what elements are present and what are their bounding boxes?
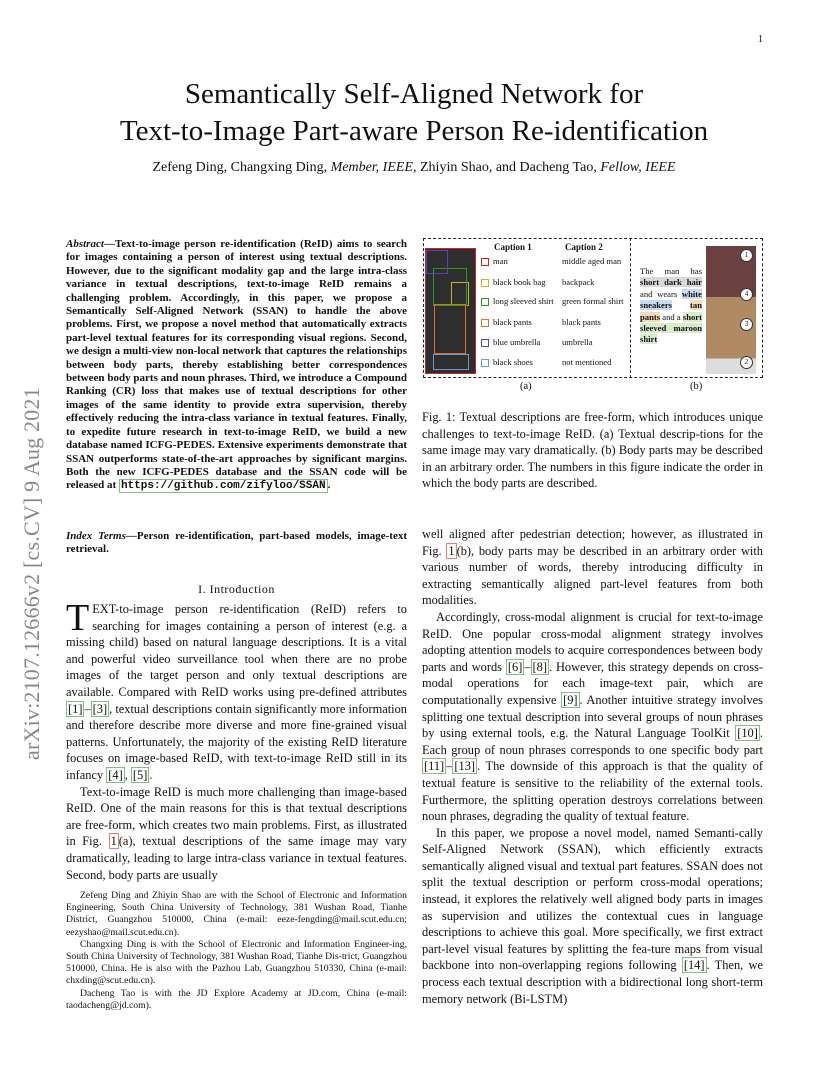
caption-1-phrase: black book bag bbox=[493, 277, 546, 287]
author-role-1: Member, IEEE, bbox=[330, 160, 417, 175]
desc-highlight-sneakers: white sneakers bbox=[640, 288, 702, 311]
person-image-b bbox=[706, 246, 756, 374]
index-terms bbox=[66, 530, 407, 557]
color-square-icon bbox=[481, 319, 489, 327]
citation[interactable]: [3] bbox=[92, 701, 108, 716]
abstract-label: Abstract bbox=[66, 238, 104, 250]
caption-2-phrase: umbrella bbox=[562, 337, 593, 347]
caption-1-phrase: man bbox=[493, 256, 508, 266]
intro-paragraph-1 bbox=[66, 597, 407, 784]
page-number: 1 bbox=[758, 34, 763, 45]
description-b bbox=[640, 266, 702, 346]
title-line-1: Semantically Self-Aligned Network for bbox=[184, 78, 644, 110]
citation[interactable]: [13] bbox=[454, 759, 476, 774]
col-header-caption-2: Caption 2 bbox=[565, 242, 603, 252]
right-p2-e: . The downside of this approach is that the quality of textual feature is sensitive to the reliability of the external tools. Furthermore, the splitting operation destroys correlations between noun phrases, degrading the quality of textual feature. bbox=[422, 759, 763, 824]
right-p2-d: . Each group of noun phrases corresponds to one specific body part bbox=[422, 726, 763, 757]
caption-1-phrase: black shoes bbox=[493, 357, 533, 367]
right-p2-b: . However, this strategy depends on cross-modal operations for each image-text pair, which are computationally expensive bbox=[422, 659, 764, 707]
author-role-2: Fellow, IEEE bbox=[600, 160, 676, 175]
citation[interactable]: [9] bbox=[563, 692, 578, 707]
right-p1-a: well aligned after pedestrian detection; however, as illustrated in Fig. bbox=[422, 527, 763, 558]
paper-title bbox=[0, 76, 828, 150]
person-image-a bbox=[425, 248, 476, 374]
caption-2-phrase: backpack bbox=[562, 277, 595, 287]
intro-text bbox=[66, 597, 407, 883]
citation[interactable]: [10] bbox=[737, 726, 758, 741]
right-p2-a: Accordingly, cross-modal alignment is crucial for text-to-image ReID. One popular cross-modal alignment strategy involves adopting attention models to acquire correspondences between body parts and words bbox=[422, 609, 763, 674]
phrase-row bbox=[481, 277, 631, 287]
caption-2-phrase: black pants bbox=[562, 317, 601, 327]
phrase-row bbox=[481, 296, 631, 306]
desc-highlight-hair: short dark hair bbox=[640, 277, 702, 288]
phrase-row bbox=[481, 337, 631, 347]
right-column-text bbox=[422, 526, 763, 1007]
citation[interactable]: [5] bbox=[132, 767, 148, 782]
intro-p2-a: Text-to-image ReID is much more challenging than image-based ReID. One of the main reasons for this is that textual descriptions are free-form, which creates two main problems. First, as illustrated in Fig. bbox=[66, 784, 407, 849]
box-pants bbox=[434, 304, 466, 354]
dash: – bbox=[84, 701, 91, 716]
right-paragraph-2 bbox=[422, 609, 763, 825]
authors-part-1: Zefeng Ding, Changxing Ding, bbox=[152, 160, 328, 175]
intro-p1-b: , textual descriptions contain significantly more information and therefore describe more diverse and more fine-grained visual patterns. Unfortunately, the majority of the existing ReID literature focuses on image-based ReID, with text-to-image ReID still in its infancy bbox=[66, 701, 407, 782]
author-list bbox=[0, 160, 828, 176]
phrase-row bbox=[481, 256, 631, 266]
caption-1-phrase: blue umbrella bbox=[493, 337, 541, 347]
section-heading: I. Introduction bbox=[198, 582, 275, 596]
box-shoes bbox=[433, 354, 469, 370]
right-p3-a: In this paper, we propose a novel model, named Semanti-cally Self-Aligned Network (SSAN), which efficiently extracts semantically aligned visual and textual part features. SSAN does not split the textual description or perform cross-modal operations; instead, it explores the relatively well aligned body parts in images as supervision and utilizes the contextual cues in language descriptions to achieve this goal. More specifically, we first extract part-level visual features by splitting the fea-ture maps from visual backbone into non-overlapping regions following bbox=[422, 825, 763, 973]
right-paragraph-1 bbox=[422, 526, 763, 609]
desc-text: The man has bbox=[640, 266, 702, 276]
caption-1-phrase: black pants bbox=[493, 317, 532, 327]
citation[interactable]: [14] bbox=[683, 958, 705, 973]
order-marker: 2 bbox=[740, 356, 753, 369]
figure-reference[interactable]: 1 bbox=[448, 543, 455, 558]
right-p3-b: . Then, we process each textual description with a bidirectional long short-term memory network (Bi-LSTM) bbox=[422, 958, 763, 1006]
phrase-row bbox=[481, 317, 631, 327]
figure-label-b: (b) bbox=[690, 381, 703, 392]
box-umbrella bbox=[426, 250, 448, 274]
desc-highlight-shirt: short sleeved maroon shirt bbox=[640, 311, 702, 345]
color-square-icon bbox=[481, 279, 489, 287]
color-square-icon bbox=[481, 298, 489, 306]
intro-p1-c: . bbox=[149, 767, 153, 782]
figure-reference[interactable]: 1 bbox=[110, 834, 117, 849]
abstract bbox=[66, 238, 407, 494]
code-link[interactable]: https://github.com/zifyloo/SSAN bbox=[120, 480, 326, 493]
order-marker: 4 bbox=[740, 288, 753, 301]
desc-text: and a bbox=[662, 311, 681, 322]
index-terms-text: —Person re-identification, part-based models, image-text retrieval. bbox=[66, 530, 408, 556]
caption-2-phrase: middle aged man bbox=[562, 256, 622, 266]
intro-p1-a: EXT-to-image person re-identification (ReID) refers to searching for images containing a person of interest (e.g. a missing child) based on natural language descriptions. It is a vital and powerful video surveillance tool when there are no probe images of the target person and only textual descriptions are available. Compared with ReID works using pre-defined attributes bbox=[66, 602, 407, 699]
citation[interactable]: [1] bbox=[68, 701, 83, 716]
citation[interactable]: [4] bbox=[108, 767, 123, 782]
footnote-2: Changxing Ding is with the School of Electronic and Information Engineer-ing, South China University of Technology, 381 Wushan Road, Tianhe Dis-trict, Guangzhou 510000, China. He is also with the Pazhou Lab, Guangzhou 510330, China (e-mail: chxding@scut.edu.cn). bbox=[66, 938, 407, 987]
footnote-3: Dacheng Tao is with the JD Explore Academy at JD.com, China (e-mail: taodacheng@jd.com). bbox=[66, 987, 407, 1011]
drop-cap: T bbox=[66, 597, 90, 639]
citation[interactable]: [6] bbox=[507, 659, 523, 674]
abstract-end: . bbox=[327, 479, 331, 492]
footnote-1: Zefeng Ding and Zhiyin Shao are with the School of Electronic and Information Engineering, South China University of Technology, 381 Wushan Road, Tianhe District, Guangzhou 510000, China (e-mail: eeze-fengding@mail.scut.edu.cn; eezyshao@mail.scut.edu.cn). bbox=[66, 890, 407, 938]
right-paragraph-3 bbox=[422, 825, 763, 1008]
index-terms-label: Index Terms bbox=[66, 530, 126, 542]
caption-1-phrase: long sleeved shirt bbox=[493, 296, 554, 306]
authors-part-2: Zhiyin Shao, and Dacheng Tao, bbox=[420, 160, 597, 175]
desc-highlight-pants: tan pants bbox=[640, 300, 702, 322]
intro-p2-b: (a), textual descriptions of the same image may vary dramatically, leading to large intra-class variance in textual features. Second, body parts are usually bbox=[66, 834, 407, 882]
color-square-icon bbox=[481, 339, 489, 347]
dash: – bbox=[446, 759, 453, 774]
right-p2-c: . Another intuitive strategy involves splitting one textual description into several groups of noun phrases by using external tools, e.g. the Natural Language ToolKit bbox=[422, 692, 764, 741]
right-p1-b: (b), body parts may be described in an arbitrary order with various number of words, thereby introducing difficulty in extracting semantically aligned part-level features from both modalities. bbox=[422, 543, 763, 608]
abstract-text: —Text-to-image person re-identification (ReID) aims to search for images containing a person of interest using textual descriptions. However, due to the significant modality gap and the large intra-class variance in textual descriptions, text-to-image ReID remains a challenging problem. Accordingly, in this paper, we propose a Semantically Self-Aligned Network (SSAN) to handle the above problems. First, we propose a novel method that automatically extracts part-level textual features for its corresponding visual regions. Second, we design a multi-view non-local network that captures the relationships between body parts, thereby establishing better correspondences between body parts and noun phrases. Third, we introduce a Compound Ranking (CR) loss that makes use of textual descriptions for other images of the same identity to provide extra supervision, thereby effectively reducing the intra-class variance in textual features. Finally, to expedite future research in text-to-image ReID, we build a new database named ICFG-PEDES. Extensive experiments demonstrate that SSAN outperforms state-of-the-art approaches by significant margins. Both the new ICFG-PEDES database and the SSAN code will be released at bbox=[66, 238, 407, 492]
order-marker: 3 bbox=[740, 318, 753, 331]
intro-paragraph-2 bbox=[66, 784, 407, 884]
footnotes bbox=[66, 890, 407, 1012]
phrase-row bbox=[481, 357, 631, 367]
title-line-2: Text-to-Image Part-aware Person Re-identification bbox=[119, 115, 709, 147]
caption-2-phrase: green formal shirt bbox=[562, 296, 624, 306]
figure-caption: Fig. 1: Textual descriptions are free-form, which introduces unique challenges to text-to-image ReID. (a) Textual descrip-tions for the same image may vary dramatically. (b) Body parts may be described in an arbitrary order. The numbers in this figure indicate the order in which the body parts are described. bbox=[422, 410, 763, 491]
desc-text: and wears bbox=[640, 288, 678, 299]
arxiv-stamp: arXiv:2107.12666v2 [cs.CV] 9 Aug 2021 bbox=[19, 387, 44, 760]
citation[interactable]: [11] bbox=[424, 759, 445, 774]
color-square-icon bbox=[481, 359, 489, 367]
citation[interactable]: [8] bbox=[532, 659, 547, 674]
caption-2-phrase: not mentioned bbox=[562, 357, 612, 367]
order-marker: 1 bbox=[740, 249, 753, 262]
dash: – bbox=[524, 659, 531, 674]
comma: , bbox=[124, 767, 131, 782]
color-square-icon bbox=[481, 258, 489, 266]
figure-label-a: (a) bbox=[520, 381, 532, 392]
col-header-caption-1: Caption 1 bbox=[494, 242, 532, 252]
